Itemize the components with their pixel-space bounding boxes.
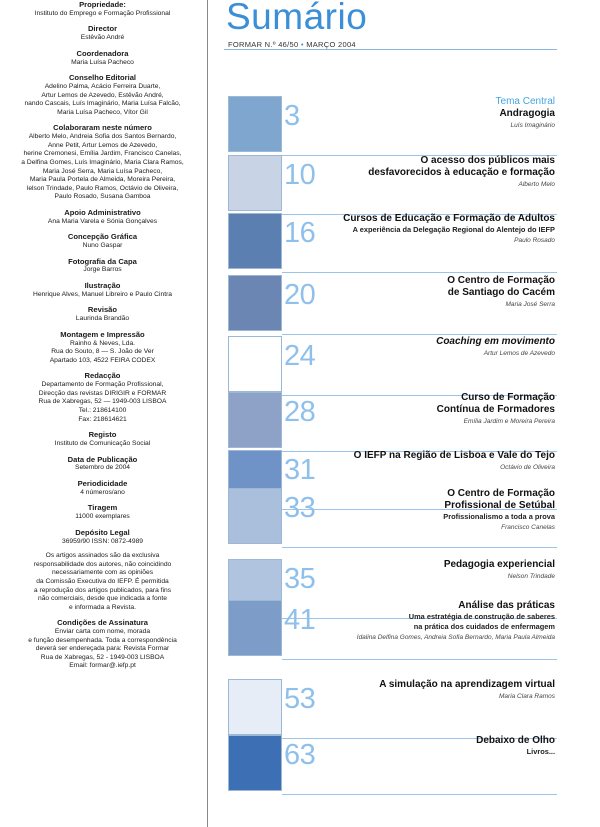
article-thumbnail <box>228 336 282 392</box>
credit-line: Apartado 103, 4522 FEIRA CODEX <box>49 356 156 364</box>
credit-section <box>0 232 205 250</box>
page-title: Sumário <box>226 0 368 37</box>
issue-number: FORMAR N.º 46/50 <box>228 40 299 49</box>
article-title[interactable]: Pedagogia experiencial <box>443 559 555 570</box>
article-title[interactable]: O acesso dos públicos mais <box>420 155 555 166</box>
toc-entry[interactable] <box>224 600 557 662</box>
entry-text <box>295 679 555 702</box>
toc-entry[interactable] <box>224 735 557 797</box>
credit-heading: Conselho Editorial <box>68 73 137 83</box>
credit-line: deverá ser endereçada para: Revista Formar <box>35 645 170 653</box>
entry-text <box>295 735 555 757</box>
credit-heading: Propriedade: <box>79 0 126 9</box>
section-kicker: Tema Central <box>495 96 555 107</box>
credit-section <box>0 503 205 521</box>
credit-line: da Comissão Executiva do IEFP. É permitida <box>36 577 169 585</box>
article-author: Alberto Melo <box>518 181 555 188</box>
credit-line: Paulo Rosado, Susana Gamboa <box>54 193 151 201</box>
credit-section <box>0 24 205 42</box>
article-author: Francisco Canelas <box>501 524 555 531</box>
credit-section <box>0 371 205 424</box>
credit-line: 4 números/ano <box>80 488 125 496</box>
credit-line: nando Cascais, Luís Imaginário, Maria Luísa Falcão, <box>24 100 181 108</box>
credit-line: a Delfina Gomes, Luís Imaginário, Maria Clara Ramos, <box>21 158 184 166</box>
credit-heading: Redacção <box>84 371 121 381</box>
entry-text <box>295 488 555 533</box>
credit-section <box>0 455 205 473</box>
article-title[interactable]: de Santiago do Cacém <box>447 287 555 298</box>
page-number: 3 <box>284 100 300 132</box>
credit-section <box>0 208 205 226</box>
credit-heading: Data de Publicação <box>67 454 138 464</box>
entry-rule <box>282 794 557 795</box>
credit-line: Maria Luísa Pacheco <box>71 58 134 66</box>
credit-heading: Fotografia da Capa <box>68 256 137 266</box>
credit-heading: Tiragem <box>87 503 118 513</box>
entry-text <box>295 213 555 246</box>
credit-line: Artur Lemos de Azevedo, Estêvão André, <box>41 91 164 99</box>
entry-text <box>295 275 555 310</box>
article-title[interactable]: Curso de Formação <box>461 392 555 403</box>
credit-section <box>0 430 205 448</box>
credit-line: lelson Trindade, Paulo Ramos, Octávio de Oliveira, <box>26 184 179 192</box>
header-rule <box>224 49 557 50</box>
toc-entry[interactable] <box>224 679 557 741</box>
credit-section <box>0 552 205 612</box>
article-title[interactable]: O IEFP na Região de Lisboa e Vale do Tejo <box>353 450 555 461</box>
credit-line: a reprodução dos artigos publicados, para fins <box>33 586 172 594</box>
article-author: Octávio de Oliveira <box>500 464 555 471</box>
credit-heading: Ilustração <box>84 281 121 291</box>
credit-line: Os artigos assinados são da exclusiva <box>45 552 160 560</box>
article-thumbnail <box>228 735 282 791</box>
article-subtitle: Profissionalismo a toda a prova <box>443 512 555 521</box>
article-thumbnail <box>228 155 282 211</box>
article-subtitle: A experiência da Delegação Regional do Alentejo do IEFP <box>352 225 555 234</box>
entry-rule <box>282 334 557 335</box>
credit-line: Direcção das revistas DIRIGIR e FORMAR <box>38 389 167 397</box>
article-author: Maria Clara Ramos <box>499 693 555 700</box>
article-title[interactable]: Coaching em movimento <box>436 336 555 347</box>
issue-line <box>228 40 356 49</box>
credit-heading: Depósito Legal <box>75 527 130 537</box>
toc-entry[interactable] <box>224 275 557 337</box>
article-author: Artur Lemos de Azevedo <box>483 350 555 357</box>
credit-line: 11000 exemplares <box>75 513 130 521</box>
entry-text <box>295 392 555 427</box>
article-title[interactable]: desfavorecidos à educação e formação <box>368 167 555 178</box>
credit-line: Enviar carta com nome, morada <box>54 628 151 636</box>
entry-rule <box>282 659 557 660</box>
article-author: Luís Imaginário <box>510 122 555 129</box>
column-divider <box>207 0 208 827</box>
credit-section <box>0 73 205 117</box>
credit-line: Departamento de Formação Profissional, <box>41 381 164 389</box>
credit-line: Rua de Xabregas, 52 - 1949-003 LISBOA <box>40 653 165 661</box>
entry-text <box>295 336 555 359</box>
credit-line: Nuno Gaspar <box>82 242 123 250</box>
article-author: Idalina Delfina Gomes, Andreia Sofia Bernardo, Maria Paula Almeida <box>356 634 555 641</box>
credit-line: Maria Paula Portela de Almeida, Moreira Pereira, <box>29 176 176 184</box>
issue-date: MARÇO 2004 <box>306 40 356 49</box>
credit-line: Rua do Souto, 8 — S. João de Ver <box>51 348 154 356</box>
credit-heading: Montagem e Impressão <box>60 329 145 339</box>
article-title[interactable]: A simulação na aprendizagem virtual <box>379 679 555 690</box>
credit-line: Instituto de Comunicação Social <box>54 439 151 447</box>
article-thumbnail <box>228 600 282 656</box>
credit-line: e função desempenhada. Toda a correspondência <box>28 636 177 644</box>
article-thumbnail <box>228 213 282 269</box>
article-title[interactable]: O Centro de Formação <box>447 275 555 286</box>
toc-entry[interactable] <box>224 155 557 217</box>
credit-section <box>0 330 205 366</box>
credit-section <box>0 123 205 202</box>
credit-line: 36959/90 ISSN: 0872-4989 <box>61 537 144 545</box>
article-author: Emília Jardim e Moreira Pereira <box>463 418 555 425</box>
entry-text <box>295 450 555 473</box>
credit-heading: Director <box>87 24 118 34</box>
credit-heading: Revisão <box>87 305 118 315</box>
article-thumbnail <box>228 392 282 448</box>
credit-heading: Registo <box>88 430 117 440</box>
credit-line: Alberto Melo, Andreia Sofia dos Santos Bernardo, <box>28 133 177 141</box>
credit-line: Rainho & Neves, Lda. <box>69 339 136 347</box>
credit-section <box>0 479 205 497</box>
credit-line: Henrique Alves, Manuel Libreiro e Paulo Cintra <box>32 290 173 298</box>
credit-heading: Condições de Assinatura <box>57 618 148 628</box>
page-number: 53 <box>284 683 316 715</box>
article-title[interactable]: Andragogia <box>499 108 555 119</box>
page-number: 10 <box>284 159 316 191</box>
page-number: 41 <box>284 604 316 636</box>
page-number: 28 <box>284 396 316 428</box>
toc-entry[interactable] <box>224 392 557 454</box>
credit-line: herine Cremonesi, Emília Jardim, Francisco Canelas, <box>23 150 182 158</box>
credit-heading: Apoio Administrativo <box>64 207 141 217</box>
credit-line: necessariamente com as opiniões <box>51 569 154 577</box>
credit-line: Maria José Serra, Maria Luísa Pacheco, <box>42 167 163 175</box>
credit-line: não comerciais, desde que indicada a fonte <box>37 595 167 603</box>
page-number: 31 <box>284 454 316 486</box>
toc-entry[interactable] <box>224 213 557 275</box>
page-number: 16 <box>284 217 316 249</box>
credit-heading: Concepção Gráfica <box>67 232 138 242</box>
credit-line: Estêvão André <box>80 34 125 42</box>
article-subtitle: Livros... <box>526 747 555 756</box>
entry-text <box>295 600 555 643</box>
entry-rule <box>282 272 557 273</box>
article-thumbnail <box>228 96 282 152</box>
page-number: 63 <box>284 739 316 771</box>
credit-section <box>0 281 205 299</box>
issue-separator-dot: • <box>300 40 304 49</box>
article-title[interactable]: Análise das práticas <box>458 600 555 611</box>
credits-column <box>0 0 205 827</box>
credit-section <box>0 257 205 275</box>
credit-line: Setembro de 2004 <box>74 464 131 472</box>
page-number: 24 <box>284 340 316 372</box>
credit-line: Ana Maria Varela e Sónia Gonçalves <box>47 217 158 225</box>
credit-section <box>0 528 205 546</box>
article-title[interactable]: Contínua de Formadores <box>436 404 555 415</box>
toc-entry[interactable] <box>224 336 557 398</box>
entry-rule <box>282 547 557 548</box>
credit-line: Rua de Xabregas, 52 — 1949-003 LISBOA <box>38 398 167 406</box>
credit-line: Jorge Barros <box>83 266 122 274</box>
article-author: Nelson Trindade <box>507 573 555 580</box>
article-thumbnail <box>228 679 282 735</box>
entry-text <box>295 155 555 190</box>
credit-line: Email: formar@.iefp.pt <box>69 662 136 670</box>
article-title[interactable]: Cursos de Educação e Formação de Adultos <box>343 213 555 224</box>
credit-line: Fax: 218614621 <box>78 415 127 423</box>
page-number: 33 <box>284 492 316 524</box>
entry-text <box>295 559 555 582</box>
credit-line: e informada a Revista. <box>69 603 136 611</box>
page-number: 20 <box>284 279 316 311</box>
article-thumbnail <box>228 275 282 331</box>
credit-line: Anne Petit, Artur Lemos de Azevedo, <box>47 141 158 149</box>
credit-line: Laurinda Brandão <box>75 315 130 323</box>
article-title[interactable]: Profissional de Setúbal <box>444 500 555 511</box>
article-author: Paulo Rosado <box>514 237 555 244</box>
entry-text <box>295 96 555 131</box>
article-title[interactable]: O Centro de Formação <box>447 488 555 499</box>
credit-section <box>0 49 205 67</box>
credit-heading: Colaboraram neste número <box>53 123 152 133</box>
credit-section <box>0 305 205 323</box>
credit-line: Instituto do Emprego e Formação Profissional <box>34 9 171 17</box>
article-subtitle: Uma estratégia de construção de saberes <box>408 612 555 621</box>
page-number: 35 <box>284 563 316 595</box>
article-subtitle: na prática dos cuidados de enfermagem <box>413 622 555 631</box>
article-title[interactable]: Debaixo de Olho <box>476 735 555 746</box>
credit-line: Tel.: 218614100 <box>78 407 127 414</box>
credit-line: Maria Luísa Pacheco, Vítor Gil <box>57 108 148 116</box>
article-author: Maria José Serra <box>505 301 555 308</box>
credit-line: responsabilidade dos autores, não coincidindo <box>33 560 172 568</box>
toc-entry[interactable] <box>224 488 557 550</box>
credit-section <box>0 0 205 18</box>
credit-heading: Periodicidade <box>77 478 128 488</box>
toc-entry[interactable] <box>224 96 557 158</box>
credit-section <box>0 618 205 671</box>
credit-line: Adelino Palma, Acácio Ferreira Duarte, <box>44 82 161 90</box>
article-thumbnail <box>228 488 282 544</box>
credit-heading: Coordenadora <box>76 48 129 58</box>
